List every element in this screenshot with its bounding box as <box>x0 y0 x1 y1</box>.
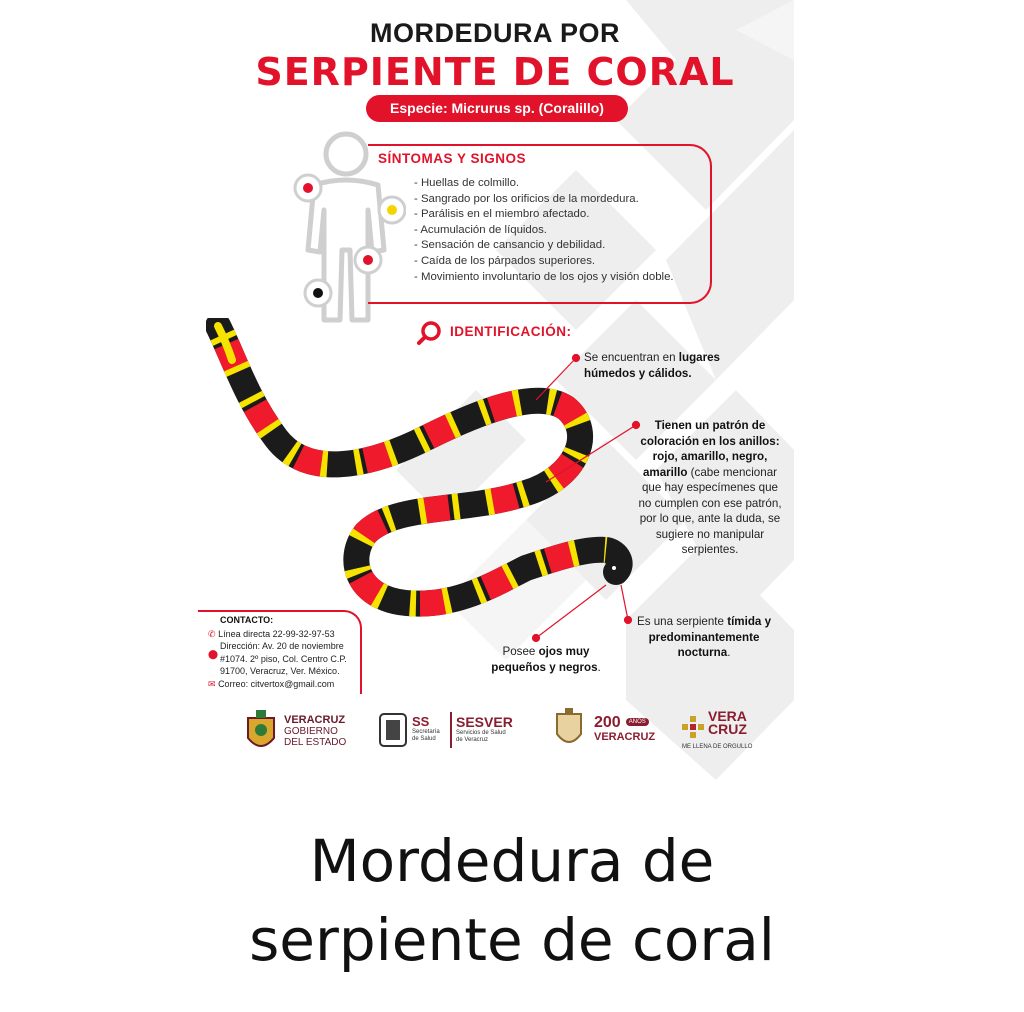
coat-of-arms-icon <box>244 710 278 754</box>
symptom-item: - Acumulación de líquidos. <box>414 223 547 236</box>
contact-heading: CONTACTO: <box>220 615 274 625</box>
logo-veracruz-orgullo: VERA CRUZ ME LLENA DE ORGULLO <box>682 708 753 750</box>
logo-gobierno-veracruz: VERACRUZ GOBIERNO DEL ESTADO <box>244 710 354 756</box>
mail-icon: ✉ <box>208 678 216 689</box>
note-pattern: Tienen un patrón de coloración en los anillos: rojo, amarillo, negro, amarillo (cabe mencionar que hay especímenes que no cumplen con ese patrón, por lo que, ante la duda, se sugiere no manipular serpientes. <box>638 419 782 556</box>
symptoms-heading: SÍNTOMAS Y SIGNOS <box>378 151 527 166</box>
symptom-item: - Movimiento involuntario de los ojos y visión doble. <box>414 270 674 283</box>
note-behavior: Es una serpiente tímida y predominantemente nocturna. <box>636 615 772 659</box>
title-line-1: MORDEDURA POR <box>369 18 620 48</box>
note-eyes: Posee ojos muy pequeños y negros. <box>491 645 601 674</box>
symptom-item: - Caída de los párpados superiores. <box>414 254 596 267</box>
location-pin-icon: ⬤ <box>208 649 219 660</box>
caption-line-2: serpiente de coral <box>249 906 775 974</box>
contact-email: ✉ Correo: citvertox@gmail.com <box>208 678 335 689</box>
symptoms-list <box>414 176 714 285</box>
contact-details <box>208 628 366 690</box>
symptom-item: - Sangrado por los orificios de la mordedura. <box>414 192 639 205</box>
logo-200-anos-veracruz: 200 AÑOS VERACRUZ <box>554 708 674 754</box>
contact-address: ⬤ Dirección: Av. 20 de noviembre #1074. 2º piso, Col. Centro C.P. 91700, Veracruz, Ver. México. <box>208 641 347 677</box>
symptom-item: - Parálisis en el miembro afectado. <box>414 208 590 221</box>
title-line-2: SERPIENTE DE CORAL <box>255 50 735 94</box>
logo-ss-sesver: SS Secretaría de Salud SESVER Servicios de Salud de Veracruz <box>378 712 528 752</box>
identification-heading: IDENTIFICACIÓN: <box>450 324 572 339</box>
page-caption <box>0 822 1024 980</box>
coral-snake-illustration <box>206 318 636 618</box>
symptom-item: - Sensación de cansancio y debilidad. <box>414 239 606 252</box>
phone-icon: ✆ <box>208 629 216 639</box>
note-habitat: Se encuentran en lugares húmedos y cálidos. <box>584 351 721 380</box>
poster <box>196 0 794 780</box>
contact-phone: ✆ Línea directa 22-99-32-97-53 <box>208 629 335 639</box>
species-badge: Especie: Micrurus sp. (Coralillo) <box>366 95 628 122</box>
flower-pattern-icon <box>682 716 704 738</box>
symptom-item: - Huellas de colmillo. <box>414 177 520 189</box>
caption-line-1: Mordedura de <box>309 827 715 895</box>
ss-shield-icon <box>378 712 408 748</box>
crest-icon <box>554 708 584 750</box>
